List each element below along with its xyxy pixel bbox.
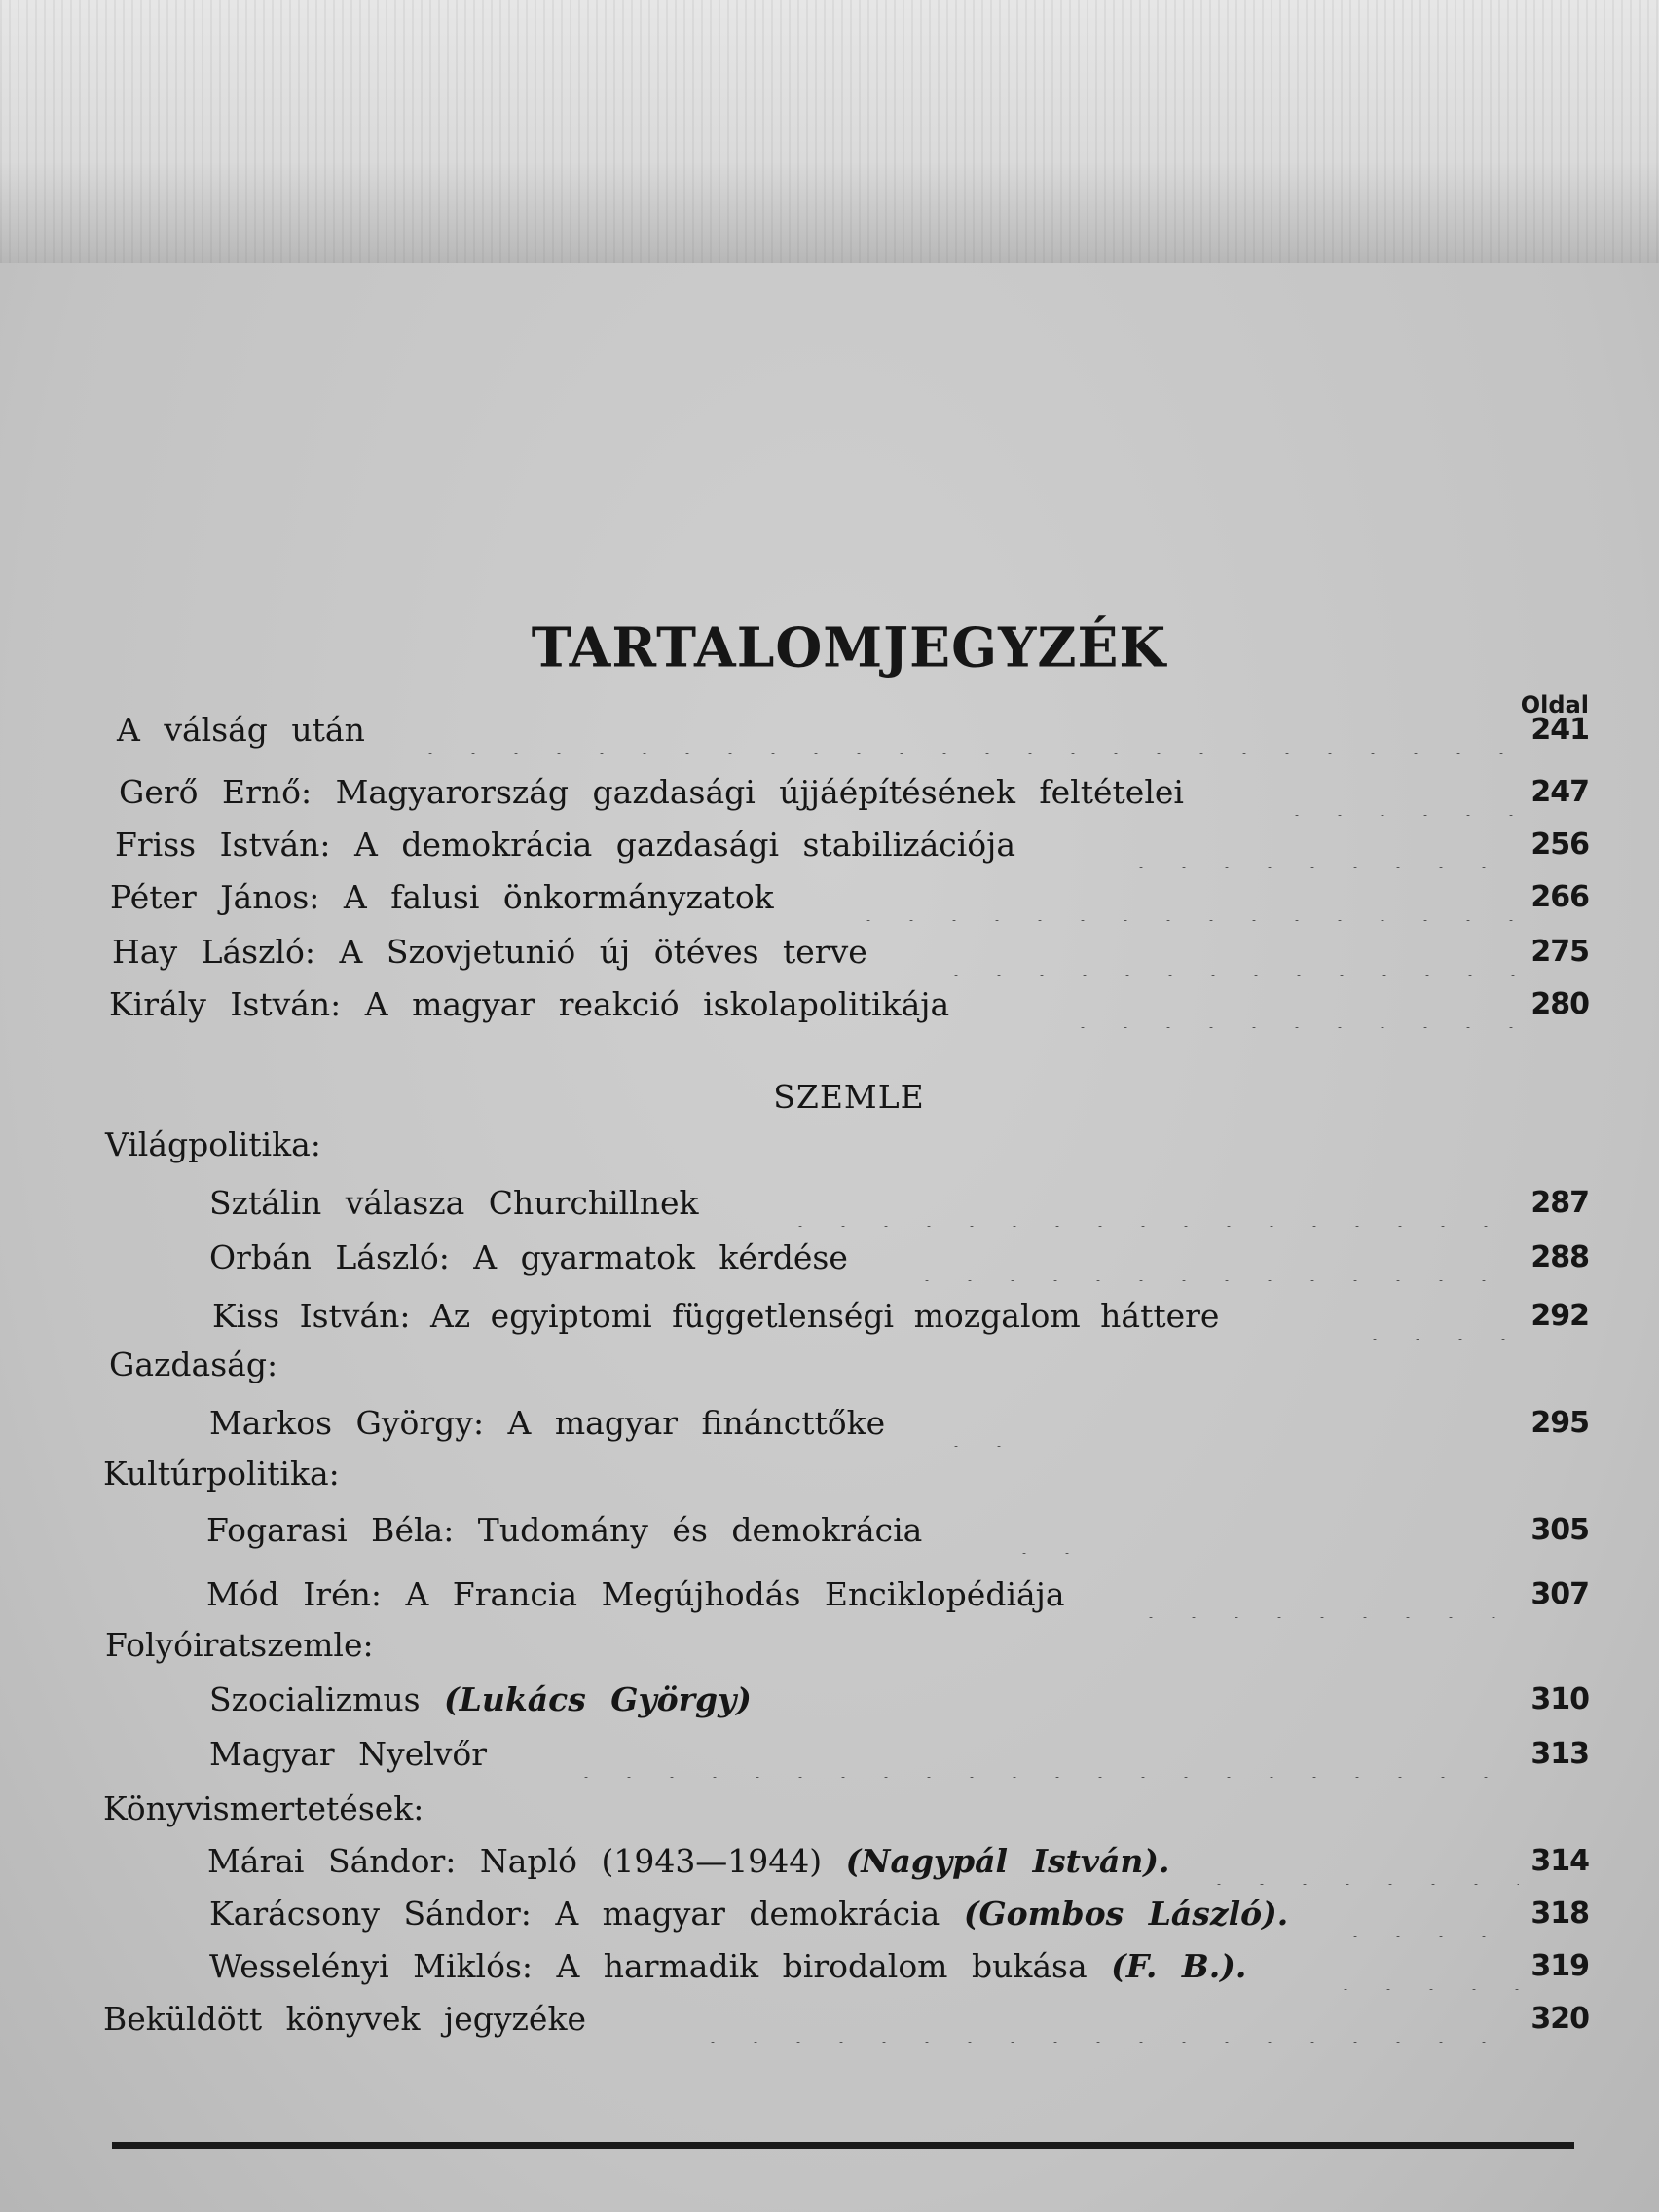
- leader-dots: [1324, 1943, 1519, 1990]
- toc-entry-title: Mód Irén: A Francia Megújhodás Enciklopédiája: [206, 1575, 1065, 1613]
- toc-entry-title-group: [207, 1838, 1169, 1885]
- toc-entry-title-group: [209, 1891, 1288, 1937]
- leader-dots: [1334, 1891, 1519, 1937]
- toc-entry-page: 266: [1530, 880, 1589, 914]
- toc-entry-title-group: [209, 1943, 1246, 1990]
- toc-entry: [0, 874, 1659, 921]
- subsection-heading: Könyvismertetések:: [103, 1789, 424, 1827]
- toc-entry-page: 313: [1530, 1737, 1589, 1771]
- page-column-label: Oldal: [1520, 691, 1589, 719]
- bottom-rule: [112, 2142, 1574, 2149]
- toc-entry-title: Friss István: A demokrácia gazdasági stabilizációja: [115, 826, 1016, 864]
- toc-entry-title: Gerő Ernő: Magyarország gazdasági újjáépítésének feltételei: [119, 773, 1184, 811]
- toc-entry-title: Hay László: A Szovjetunió új ötéves terve: [112, 933, 867, 971]
- toc-entry: [0, 822, 1659, 868]
- toc-entry-reviewer: (Lukács György): [444, 1680, 752, 1718]
- toc-entry-title: Orbán László: A gyarmatok kérdése: [209, 1238, 848, 1276]
- toc-entry-title: Kiss István: Az egyiptomi függetlenségi mozgalom háttere: [212, 1297, 1220, 1335]
- leader-dots: [1198, 1838, 1519, 1885]
- toc-entry-page: 280: [1530, 987, 1589, 1021]
- section-heading-szemle: SZEMLE: [773, 1078, 925, 1116]
- leader-dots: [691, 1996, 1519, 2043]
- toc-entry-title: Fogarasi Béla: Tudomány és demokrácia: [206, 1511, 923, 1549]
- toc-entry-reviewer: (Nagypál István).: [845, 1842, 1170, 1880]
- leader-dots: [935, 1400, 1032, 1447]
- toc-entry-page: 288: [1530, 1240, 1589, 1274]
- leader-dots: [565, 1731, 1519, 1778]
- toc-entry-reviewer: (Gombos László).: [963, 1895, 1289, 1933]
- toc-entry: [0, 1677, 1659, 1723]
- toc-entry-title: Péter János: A falusi önkormányzatok: [110, 878, 774, 916]
- toc-entry-title: Király István: A magyar reakció iskolapolitikája: [109, 985, 950, 1023]
- toc-entry: [0, 1996, 1659, 2043]
- toc-entry-title: A válság után: [117, 711, 365, 749]
- toc-entry-page: 247: [1530, 775, 1589, 809]
- toc-entry-page: 310: [1530, 1682, 1589, 1716]
- toc-entry-page: 305: [1530, 1513, 1589, 1547]
- toc-entry-page: 241: [1530, 713, 1589, 747]
- toc-entry-title-group: [209, 1677, 752, 1723]
- subsection-heading: Folyóiratszemle:: [105, 1626, 374, 1664]
- subsection-heading: Gazdaság:: [109, 1346, 278, 1383]
- toc-entry: [0, 1400, 1659, 1447]
- toc-entry-title: Magyar Nyelvőr: [209, 1735, 488, 1773]
- toc-entry: [0, 1507, 1659, 1554]
- subsection-heading: Kultúrpolitika:: [103, 1455, 340, 1493]
- leader-dots: [1129, 1571, 1519, 1618]
- toc-entry-title: Szocializmus: [209, 1680, 421, 1718]
- toc-entry-title: Sztálin válasza Churchillnek: [209, 1184, 699, 1222]
- toc-entry: [0, 1943, 1659, 1990]
- toc-entry-page: 319: [1530, 1949, 1589, 1983]
- leader-dots: [1275, 769, 1519, 816]
- leader-dots: [409, 707, 1519, 754]
- folded-paper-top: [0, 0, 1659, 292]
- toc-entry-page: 307: [1530, 1577, 1589, 1611]
- leader-dots: [905, 1235, 1519, 1281]
- leader-dots: [1061, 981, 1519, 1028]
- toc-entry: [0, 929, 1659, 976]
- toc-entry-page: 275: [1530, 935, 1589, 969]
- toc-entry-page: 287: [1530, 1186, 1589, 1220]
- toc-entry-title: Beküldött könyvek jegyzéke: [103, 2000, 586, 2038]
- toc-entry: [0, 1180, 1659, 1227]
- toc-entry: [0, 1571, 1659, 1618]
- page-title: TARTALOMJEGYZÉK: [531, 614, 1167, 680]
- leader-dots: [1120, 822, 1519, 868]
- toc-entry: [0, 1838, 1659, 1885]
- toc-entry: [0, 1235, 1659, 1281]
- leader-dots: [779, 1180, 1519, 1227]
- toc-entry-page: 292: [1530, 1299, 1589, 1333]
- toc-entry: [0, 769, 1659, 816]
- toc-entry-title: Wesselényi Miklós: A harmadik birodalom bukása: [209, 1947, 1088, 1985]
- toc-entry: [0, 707, 1659, 754]
- leader-dots: [935, 929, 1519, 976]
- toc-entry-title: Karácsony Sándor: A magyar demokrácia: [209, 1895, 940, 1933]
- toc-entry-page: 320: [1530, 2002, 1589, 2036]
- toc-entry-page: 318: [1530, 1897, 1589, 1931]
- leader-dots: [847, 874, 1519, 921]
- subsection-heading: Világpolitika:: [105, 1125, 321, 1163]
- toc-entry-title: Márai Sándor: Napló (1943—1944): [207, 1842, 823, 1880]
- toc-entry-page: 314: [1530, 1844, 1589, 1878]
- toc-entry: [0, 1293, 1659, 1340]
- toc-entry-page: 256: [1530, 828, 1589, 862]
- leader-dots: [1003, 1507, 1081, 1554]
- toc-entry: [0, 1891, 1659, 1937]
- toc-entry-reviewer: (F. B.).: [1111, 1947, 1247, 1985]
- toc-entry-page: 295: [1530, 1406, 1589, 1440]
- toc-entry: [0, 981, 1659, 1028]
- leader-dots: [1353, 1293, 1519, 1340]
- toc-entry: [0, 1731, 1659, 1778]
- toc-entry-title: Markos György: A magyar fináncttőke: [209, 1404, 886, 1442]
